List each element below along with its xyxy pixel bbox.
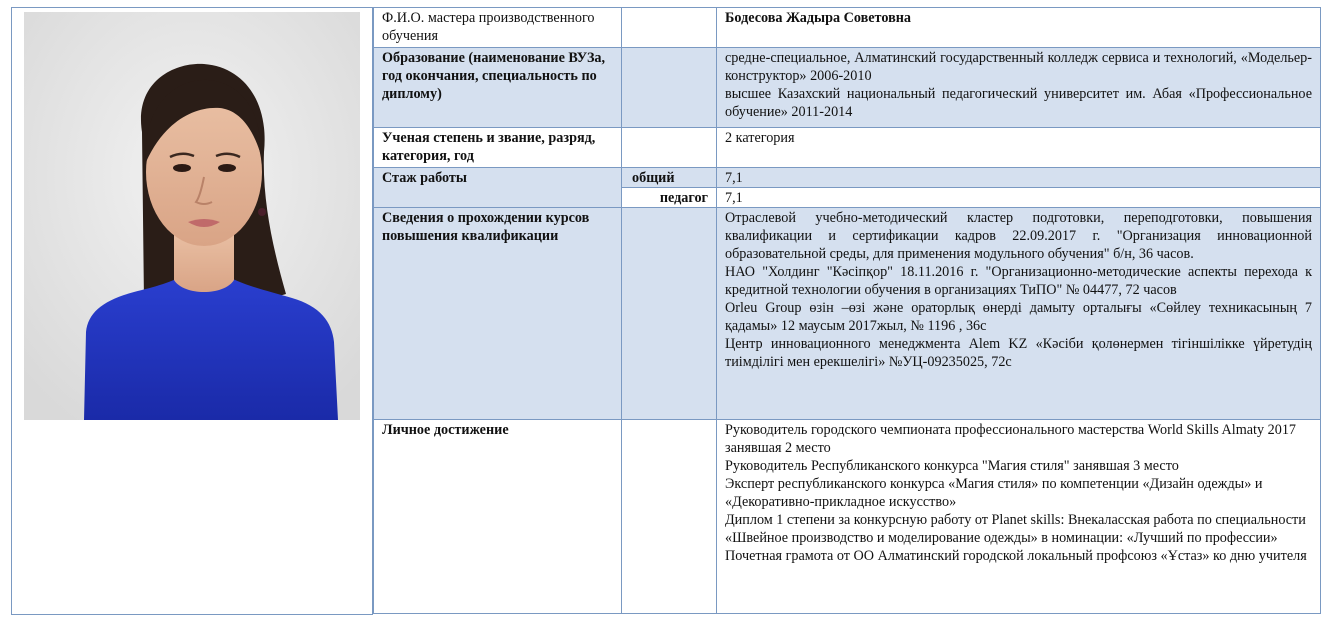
achievement-item: Почетная грамота от ОО Алматинский городской локальный профсоюз «Ұстаз» ко дню учителя (725, 548, 1307, 564)
experience-ped-label: педагог (622, 188, 717, 208)
courses-label: Сведения о прохождении курсов повышения квалификации (374, 208, 622, 420)
degree-spacer (622, 128, 717, 168)
achievement-value (717, 420, 1321, 614)
info-table (373, 7, 1321, 614)
photo-cell (11, 7, 373, 615)
degree-value: 2 категория (717, 128, 1321, 168)
courses-spacer (622, 208, 717, 420)
courses-value (717, 208, 1321, 420)
achievement-item: Эксперт республиканского конкурса «Магия стиля» по компетенции «Дизайн одежды» и «Декоративно-прикладное искусство» (725, 476, 1263, 510)
row-education (374, 48, 1321, 128)
row-experience-general (374, 168, 1321, 188)
experience-general-label: общий (622, 168, 717, 188)
education-line: средне-специальное, Алматинский государственный колледж сервиса и технологий, «Модельер-конструктор» 2006-2010 (725, 50, 1312, 84)
course-item: Отраслевой учебно-методический кластер подготовки, переподготовки, повышения квалификации и сертификации кадров 22.09.2017 г. "Организация инновационной образовательной среды, для применения модульного обучения" б/н, 36 часов. (725, 210, 1312, 262)
education-value (717, 48, 1321, 128)
portrait-illustration (24, 12, 360, 420)
experience-label: Стаж работы (374, 168, 622, 208)
course-item: Центр инновационного менеджмента Alem KZ «Кәсіби қолөнермен тігіншілікке үйретудің тиімділігі мен ерекшелігі» №УЦ-09235025, 72с (725, 336, 1312, 370)
course-item: НАО "Холдинг "Кәсіпқор" 18.11.2016 г. "Организационно-методические аспекты перехода к кредитной технологии обучения в организациях ТиПО" № 04477, 72 часов (725, 264, 1312, 298)
fio-label: Ф.И.О. мастера производственного обучения (374, 8, 622, 48)
achievement-label: Личное достижение (374, 420, 622, 614)
achievement-item: Руководитель городского чемпионата профессионального мастерства World Skills Almaty 2017 занявшая 2 место (725, 422, 1297, 456)
row-fio (374, 8, 1321, 48)
row-courses (374, 208, 1321, 420)
degree-label: Ученая степень и звание, разряд, категория, год (374, 128, 622, 168)
row-achievement (374, 420, 1321, 614)
experience-general-value: 7,1 (717, 168, 1321, 188)
experience-ped-value: 7,1 (717, 188, 1321, 208)
education-spacer (622, 48, 717, 128)
fio-value: Бодесова Жадыра Советовна (717, 8, 1321, 48)
course-item: Orleu Group өзін –өзі және ораторлық өнерді дамыту орталығы «Сөйлеу техникасының 7 қадамы» 12 маусым 2017жыл, № 1196 , 36с (725, 300, 1312, 334)
achievement-item: Руководитель Республиканского конкурса "Магия стиля" занявшая 3 место (725, 458, 1179, 474)
education-label: Образование (наименование ВУЗа, год окончания, специальность по диплому) (374, 48, 622, 128)
achievement-item: Диплом 1 степени за конкурсную работу от Planet skills: Внекаласская работа по специальности «Швейное производство и моделирование одежды» в номинации: «Лучший по профессии» (725, 512, 1306, 546)
row-degree (374, 128, 1321, 168)
education-line: высшее Казахский национальный педагогический университет им. Абая «Профессиональное обучение» 2011-2014 (725, 86, 1312, 120)
achievement-spacer (622, 420, 717, 614)
fio-spacer (622, 8, 717, 48)
profile-photo (24, 12, 360, 420)
